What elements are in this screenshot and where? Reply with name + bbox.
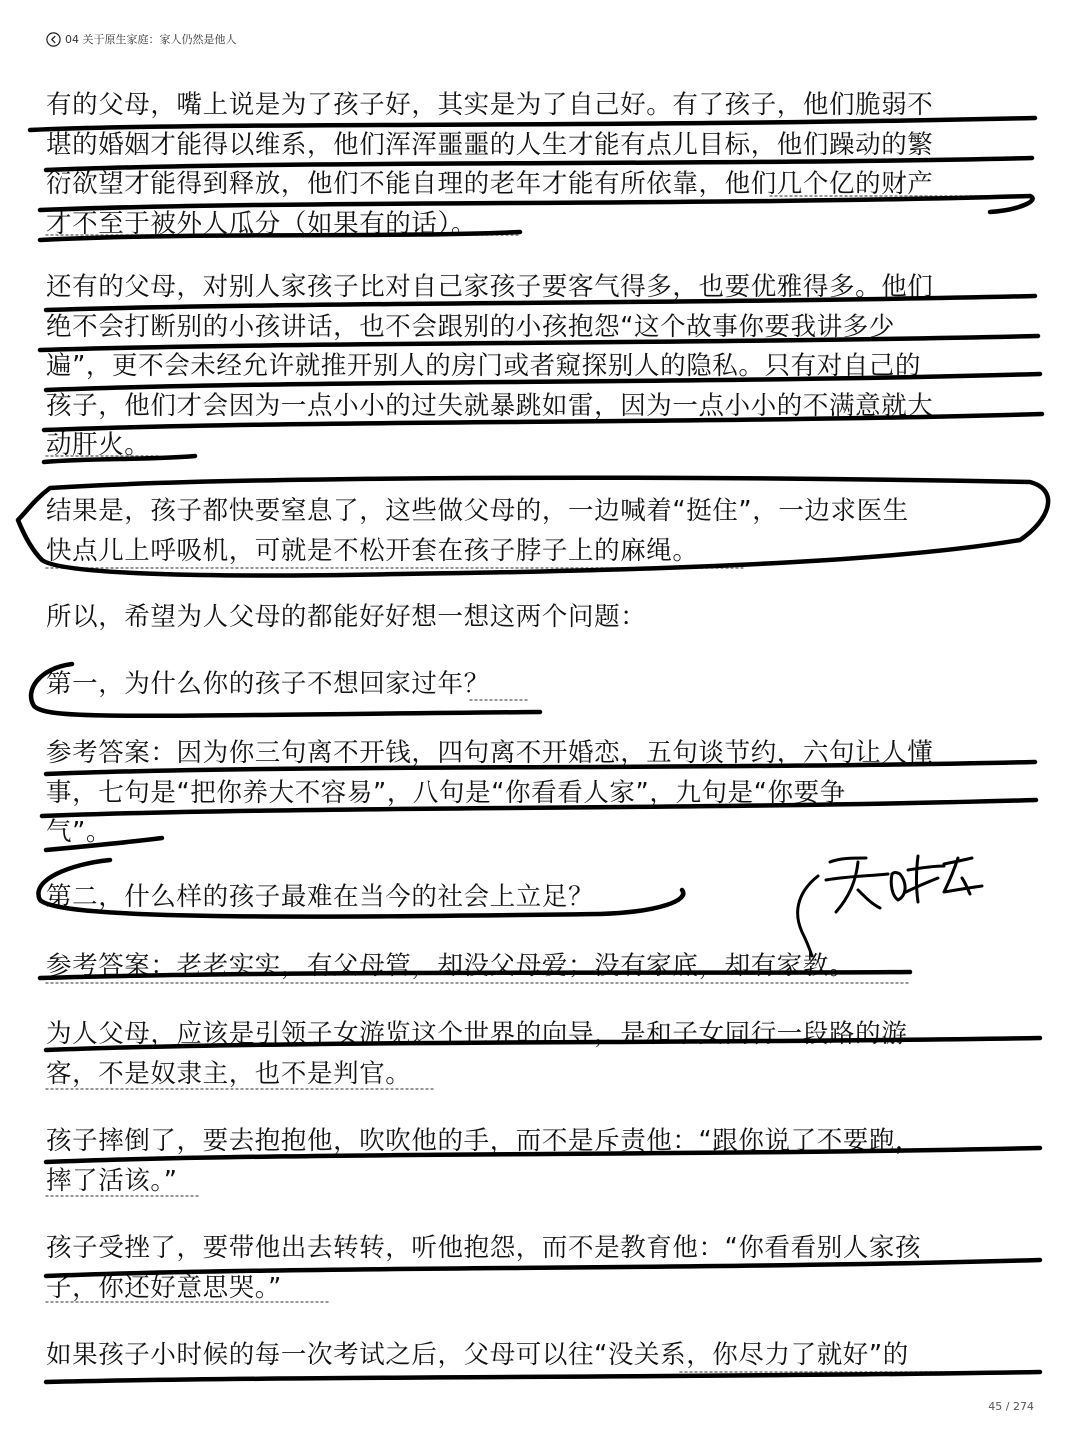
text-line: 衍欲望才能得到释放，他们不能自理的老年才能有所依靠，他们几个亿的财产 [46, 169, 934, 200]
paragraph [46, 598, 1041, 638]
paragraph [46, 86, 1041, 244]
text-line: 孩子，他们才会因为一点小小的过失就暴跳如雷，因为一点小小的不满意就大 [46, 390, 934, 421]
text-line: 如果孩子小时候的每一次考试之后，父母可以往“没关系，你尽力了就好”的 [46, 1340, 909, 1370]
text-line: 为人父母，应该是引领子女游览这个世界的向导，是和子女同行一段路的游 [46, 1019, 908, 1049]
text-line: 第一，为什么你的孩子不想回家过年？ [46, 669, 490, 699]
page-number: 45 / 274 [988, 1400, 1034, 1413]
text-line: 堪的婚姻才能得以维系，他们浑浑噩噩的人生才能有点儿目标，他们躁动的繁 [46, 129, 934, 160]
chapter-title: 04 关于原生家庭：家人仍然是他人 [65, 32, 237, 46]
text-line: 事，七句是“把你养大不容易”，八句是“你看看人家”，九句是“你要争 [46, 777, 846, 808]
paragraph [46, 665, 1041, 705]
paragraph [46, 947, 1041, 987]
text-line: 孩子摔倒了，要去抱抱他，吹吹他的手，而不是斥责他：“跟你说了不要跑， [46, 1126, 922, 1156]
paragraph [46, 492, 1041, 571]
text-line: 结果是，孩子都快要窒息了，这些做父母的，一边喊着“挺住”，一边求医生 [46, 496, 909, 526]
text-line: 孩子受挫了，要带他出去转转，听他抱怨，而不是教育他：“你看看别人家孩 [46, 1233, 922, 1263]
paragraph [46, 878, 1041, 918]
text-line: 动肝火。 [46, 430, 151, 461]
text-line: 参考答案：因为你三句离不开钱，四句离不开婚恋，五句谈节约，六句让人懂 [46, 738, 934, 768]
text-line: 所以，希望为人父母的都能好好想一想这两个问题： [46, 602, 647, 632]
paragraph [46, 268, 1041, 466]
text-line: 子，你还好意思哭。” [46, 1272, 282, 1303]
paragraph [46, 1229, 1041, 1308]
text-line: 还有的父母，对别人家孩子比对自己家孩子要客气得多，也要优雅得多。他们 [46, 272, 934, 302]
text-line: 快点儿上呼吸机，可就是不松开套在孩子脖子上的麻绳。 [46, 535, 699, 566]
text-line: 气”。 [46, 817, 113, 848]
text-line: 客，不是奴隶主，也不是判官。 [46, 1058, 412, 1089]
text-line: 有的父母，嘴上说是为了孩子好，其实是为了自己好。有了孩子，他们脆弱不 [46, 90, 934, 120]
text-line: 绝不会打断别的小孩讲话，也不会跟别的小孩抱怨“这个故事你要我讲多少 [46, 311, 896, 342]
text-line: 摔了活该。” [46, 1165, 178, 1196]
paragraph [46, 1122, 1041, 1201]
paragraph [46, 734, 1041, 853]
text-line: 参考答案：老老实实，有父母管，却没父母爱；没有家底，却有家教。 [46, 951, 856, 981]
paragraph [46, 1336, 1041, 1376]
text-line: 第二，什么样的孩子最难在当今的社会上立足？ [46, 882, 595, 912]
paragraph [46, 1015, 1041, 1094]
text-line: 遍”，更不会未经允许就推开别人的房门或者窥探别人的隐私。只有对自己的 [46, 351, 922, 382]
text-line: 才不至于被外人瓜分（如果有的话）。 [46, 208, 477, 239]
